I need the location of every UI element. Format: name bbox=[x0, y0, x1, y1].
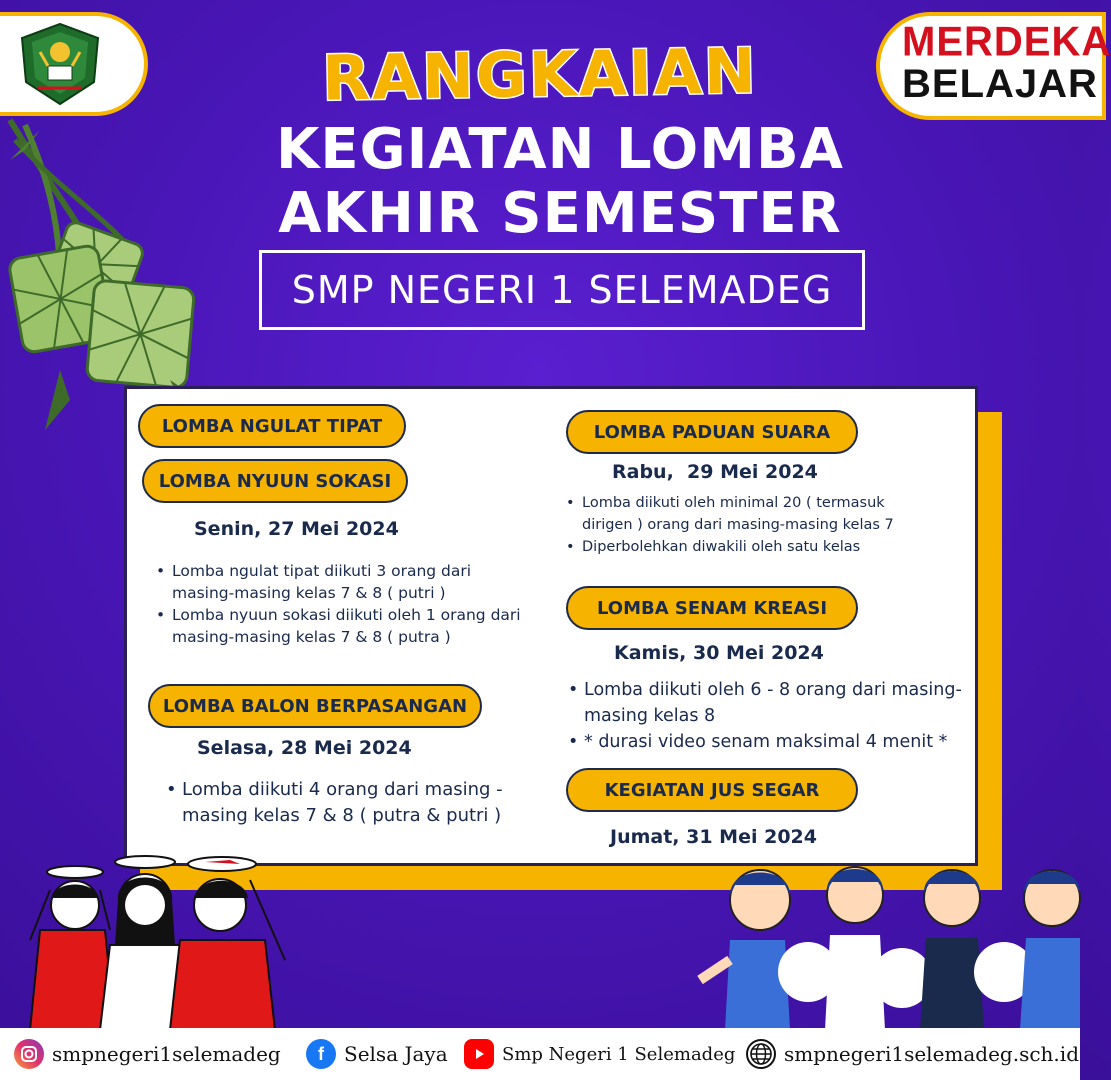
bullet-item: • * durasi video senam maksimal 4 menit * bbox=[568, 729, 972, 755]
title-line-kegiatan: KEGIATAN LOMBA bbox=[275, 117, 845, 182]
instagram-icon bbox=[14, 1039, 44, 1069]
badge-line-1: MERDEKA bbox=[902, 18, 1111, 66]
pill-senam-kreasi: LOMBA SENAM KREASI bbox=[566, 586, 858, 630]
date-jumat: Jumat, 31 Mei 2024 bbox=[610, 826, 817, 848]
bullets-kamis bbox=[568, 677, 972, 755]
bullet-item: • Lomba nyuun sokasi diikuti oleh 1 orang dari masing-masing kelas 7 & 8 ( putra ) bbox=[156, 604, 526, 648]
pill-ngulat-tipat: LOMBA NGULAT TIPAT bbox=[138, 404, 406, 448]
title-line-akhir: AKHIR SEMESTER bbox=[278, 181, 842, 246]
footer-instagram[interactable] bbox=[14, 1036, 281, 1072]
badge-line-2: BELAJAR bbox=[902, 62, 1098, 106]
school-name-box bbox=[259, 250, 865, 330]
instagram-handle: smpnegeri1selemadeg bbox=[52, 1042, 281, 1066]
website-url: smpnegeri1selemadeg.sch.id bbox=[784, 1042, 1079, 1066]
title-main bbox=[200, 118, 920, 246]
bullets-selasa bbox=[166, 777, 538, 829]
globe-icon bbox=[746, 1039, 776, 1069]
title-rangkaian: RANGKAIAN bbox=[321, 34, 759, 115]
facebook-icon: f bbox=[306, 1039, 336, 1069]
bullet-item: • Lomba diikuti oleh 6 - 8 orang dari masing-masing kelas 8 bbox=[568, 677, 972, 729]
youtube-channel: Smp Negeri 1 Selemadeg bbox=[502, 1043, 736, 1065]
students-carrying-plates-illustration bbox=[0, 850, 300, 1030]
students-balloon-illustration bbox=[690, 860, 1080, 1030]
bullets-senin bbox=[156, 560, 526, 648]
pill-paduan-suara: LOMBA PADUAN SUARA bbox=[566, 410, 858, 454]
school-name: SMP NEGERI 1 SELEMADEG bbox=[291, 268, 833, 312]
footer-facebook[interactable] bbox=[306, 1036, 448, 1072]
footer-youtube[interactable] bbox=[464, 1036, 735, 1072]
date-selasa: Selasa, 28 Mei 2024 bbox=[197, 737, 412, 759]
bullet-item: • Diperbolehkan diwakili oleh satu kelas bbox=[566, 536, 936, 558]
date-senin: Senin, 27 Mei 2024 bbox=[194, 518, 399, 540]
facebook-name: Selsa Jaya bbox=[344, 1042, 448, 1066]
bullet-item: • Lomba diikuti oleh minimal 20 ( termasuk dirigen ) orang dari masing-masing kelas 7 bbox=[566, 492, 936, 536]
date-kamis: Kamis, 30 Mei 2024 bbox=[614, 642, 824, 664]
bullet-item: • Lomba diikuti 4 orang dari masing - masing kelas 7 & 8 ( putra & putri ) bbox=[166, 777, 538, 829]
pill-nyuun-sokasi: LOMBA NYUUN SOKASI bbox=[142, 459, 408, 503]
bullets-rabu bbox=[566, 492, 936, 558]
date-rabu: Rabu, 29 Mei 2024 bbox=[612, 461, 818, 483]
pill-jus-segar: KEGIATAN JUS SEGAR bbox=[566, 768, 858, 812]
bullet-item: • Lomba ngulat tipat diikuti 3 orang dari masing-masing kelas 7 & 8 ( putri ) bbox=[156, 560, 526, 604]
footer-website[interactable] bbox=[746, 1036, 1079, 1072]
pill-balon-berpasangan: LOMBA BALON BERPASANGAN bbox=[148, 684, 482, 728]
school-emblem-icon bbox=[18, 22, 102, 106]
youtube-icon bbox=[464, 1039, 494, 1069]
